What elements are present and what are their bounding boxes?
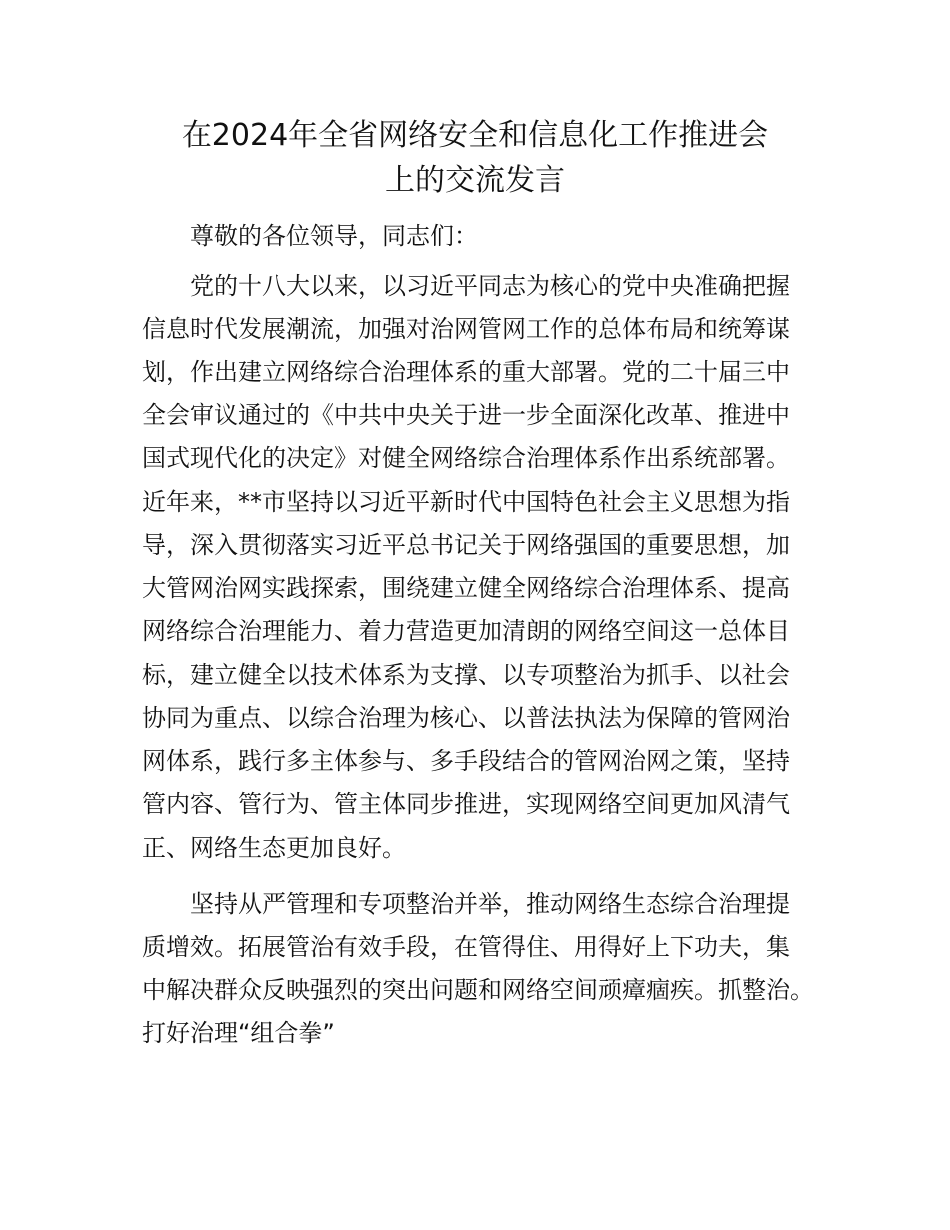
paragraph-2-line: 中解决群众反映强烈的突出问题和网络空间顽瘴痼疾。抓整治。	[142, 976, 814, 1004]
paragraph-1-line: 网络综合治理能力、着力营造更加清朗的网络空间这一总体目	[142, 617, 790, 645]
paragraph-1-line: 协同为重点、以综合治理为核心、以普法执法为保障的管网治	[142, 704, 790, 732]
paragraph-2-line: 打好治理“组合拳”	[142, 1019, 335, 1047]
paragraph-2-line: 坚持从严管理和专项整治并举，推动网络生态综合治理提	[190, 890, 790, 918]
paragraph-1-line: 划，作出建立网络综合治理体系的重大部署。党的二十届三中	[142, 358, 790, 386]
paragraph-1-line: 全会审议通过的《中共中央关于进一步全面深化改革、推进中	[142, 401, 790, 429]
document-title-line-2: 上的交流发言	[385, 163, 565, 198]
paragraph-1-line: 网体系，践行多主体参与、多手段结合的管网治网之策，坚持	[142, 747, 790, 775]
paragraph-1-line: 正、网络生态更加良好。	[142, 834, 406, 862]
paragraph-1-line: 标，建立健全以技术体系为支撑、以专项整治为抓手、以社会	[142, 661, 790, 689]
paragraph-1-line: 导，深入贯彻落实习近平总书记关于网络强国的重要思想，加	[142, 531, 790, 559]
document-title-line-1: 在2024年全省网络安全和信息化工作推进会	[181, 118, 769, 153]
salutation: 尊敬的各位领导，同志们：	[190, 222, 478, 250]
paragraph-1-line: 信息时代发展潮流，加强对治网管网工作的总体布局和统筹谋	[142, 315, 790, 343]
paragraph-1-line: 国式现代化的决定》对健全网络综合治理体系作出系统部署。	[142, 444, 790, 472]
paragraph-1-line: 管内容、管行为、管主体同步推进，实现网络空间更加风清气	[142, 790, 790, 818]
paragraph-1-line: 近年来，**市坚持以习近平新时代中国特色社会主义思想为指	[142, 488, 790, 516]
paragraph-2-line: 质增效。拓展管治有效手段，在管得住、用得好上下功夫，集	[142, 933, 790, 961]
paragraph-1-line: 大管网治网实践探索，围绕建立健全网络综合治理体系、提高	[142, 574, 790, 602]
paragraph-1-line: 党的十八大以来，以习近平同志为核心的党中央准确把握	[190, 272, 790, 300]
